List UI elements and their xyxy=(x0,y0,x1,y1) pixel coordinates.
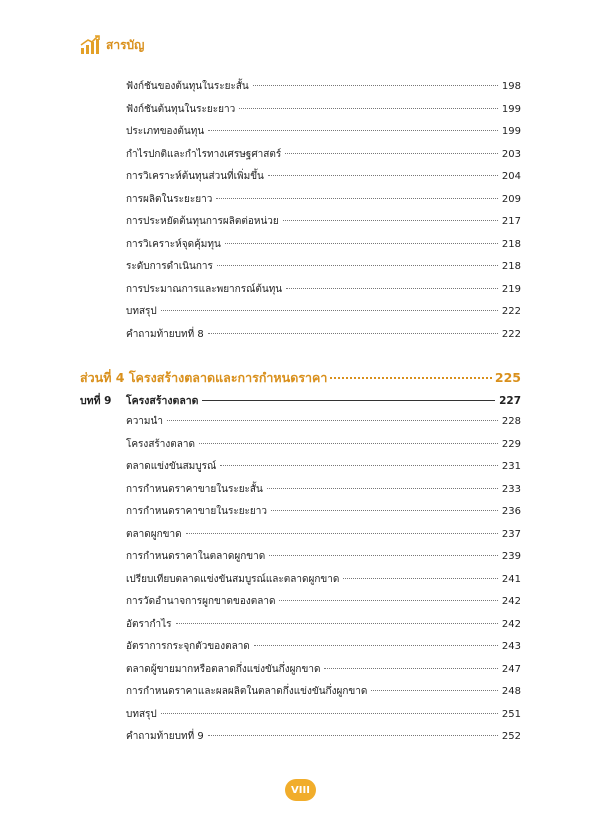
toc-entry-title: เปรียบเทียบตลาดแข่งขันสมบูรณ์และตลาดผูกขาด xyxy=(126,573,340,585)
leader-dots xyxy=(279,600,497,601)
toc-entry-title: คำถามท้ายบทที่ 8 xyxy=(126,328,204,340)
toc-entry[interactable] xyxy=(126,685,521,699)
toc-entry[interactable] xyxy=(126,640,521,654)
toc-entry[interactable] xyxy=(126,595,521,609)
toc-entry-page: 229 xyxy=(501,438,521,450)
toc-entry-title: ตลาดแข่งขันสมบูรณ์ xyxy=(126,461,217,472)
leader-dots xyxy=(371,690,498,691)
toc-entry-page: 199 xyxy=(501,103,521,115)
toc-entry-title: การประมาณการและพยากรณ์ต้นทุน xyxy=(126,283,283,295)
toc-entry[interactable] xyxy=(126,708,521,722)
toc-entry-page: 218 xyxy=(501,238,521,250)
leader-dots xyxy=(225,243,498,244)
toc-entry[interactable] xyxy=(126,550,521,564)
part-page: 225 xyxy=(494,370,521,385)
toc-entry-title: บทสรุป xyxy=(126,306,157,317)
toc-entry-title: ฟังก์ชันต้นทุนในระยะยาว xyxy=(126,103,236,115)
toc-entry[interactable] xyxy=(126,528,521,542)
toc-entry[interactable] xyxy=(126,460,521,474)
toc-entry[interactable] xyxy=(126,283,521,297)
toc-entry-title: การผลิตในระยะยาว xyxy=(126,193,213,205)
toc-entry-page: 248 xyxy=(501,686,521,697)
toc-entry[interactable] xyxy=(126,328,521,342)
toc-entry-title: ความนำ xyxy=(126,416,163,427)
toc-entry[interactable] xyxy=(126,193,521,207)
toc-entry-title: การกำหนดราคาขายในระยะยาว xyxy=(126,506,268,517)
leader-dots xyxy=(167,420,498,421)
toc-part-heading[interactable] xyxy=(80,370,521,386)
toc-entry-title: การกำหนดราคาและผลผลิตในตลาดกึ่งแข่งขันกึ่งผูกขาด xyxy=(126,686,368,697)
toc-entry-title: ตลาดผูกขาด xyxy=(126,528,182,540)
toc-entry-page: 243 xyxy=(501,641,521,652)
leader-dots xyxy=(217,265,498,266)
leader-dots xyxy=(268,175,498,176)
leader-dots xyxy=(330,377,491,379)
toc-entry-title: กำไรปกติและกำไรทางเศรษฐศาสตร์ xyxy=(126,148,282,160)
leader-dots xyxy=(161,310,498,311)
toc-entry-page: 236 xyxy=(501,506,521,517)
toc-entry[interactable] xyxy=(126,505,521,519)
toc-entry-page: 219 xyxy=(501,283,521,295)
leader-dots xyxy=(220,465,498,466)
toc-entry-page: 209 xyxy=(501,193,521,205)
toc-entry[interactable] xyxy=(126,238,521,252)
toc-entry-title: ประเภทของต้นทุน xyxy=(126,126,205,137)
bar-chart-growth-icon xyxy=(80,35,100,55)
toc-entry[interactable] xyxy=(126,215,521,229)
page-title: สารบัญ xyxy=(106,37,145,52)
leader-dots xyxy=(283,220,498,221)
leader-dots xyxy=(271,510,498,511)
toc-entry-page: 233 xyxy=(501,483,521,495)
toc-entry-page: 204 xyxy=(501,171,521,182)
page-header xyxy=(80,34,144,56)
toc-entry[interactable] xyxy=(126,415,521,429)
leader-dots xyxy=(285,153,498,154)
toc-entry-title: โครงสร้างตลาด xyxy=(126,438,196,450)
toc-entry-page: 218 xyxy=(501,261,521,272)
leader-dots xyxy=(176,623,498,624)
leader-dots xyxy=(343,578,498,579)
leader-dots xyxy=(253,85,498,86)
toc-entry[interactable] xyxy=(126,260,521,274)
toc-entry-page: 242 xyxy=(501,618,521,630)
chapter-page: 227 xyxy=(499,395,521,407)
toc-entry[interactable] xyxy=(126,618,521,632)
toc-entry-title: การประหยัดต้นทุนการผลิตต่อหน่วย xyxy=(126,216,279,227)
toc-entry-page: 241 xyxy=(501,573,521,585)
toc-entry[interactable] xyxy=(126,663,521,677)
leader-dots xyxy=(199,443,498,444)
leader-dots xyxy=(267,488,498,489)
toc-entry[interactable] xyxy=(126,125,521,139)
toc-entry-page: 231 xyxy=(501,461,521,472)
toc-entry-page: 251 xyxy=(501,708,521,720)
toc-entry-title: ตลาดผู้ขายมากหรือตลาดกึ่งแข่งขันกึ่งผูกขาด xyxy=(126,663,321,675)
toc-entry-title: การกำหนดราคาในตลาดผูกขาด xyxy=(126,551,266,562)
toc-entry-title: อัตรากำไร xyxy=(126,618,172,630)
toc-entry[interactable] xyxy=(126,80,521,94)
toc-entry-title: บทสรุป xyxy=(126,708,157,720)
leader-dots xyxy=(208,333,498,334)
toc-entry-title: การวัดอำนาจการผูกขาดของตลาด xyxy=(126,596,276,607)
toc-entry[interactable] xyxy=(126,438,521,452)
toc-entry-title: การวิเคราะห์จุดคุ้มทุน xyxy=(126,238,221,250)
toc-entry-page: 222 xyxy=(501,328,521,340)
leader-dots xyxy=(239,108,498,109)
leader-dots xyxy=(286,288,498,289)
toc-entry-title: การกำหนดราคาขายในระยะสั้น xyxy=(126,483,263,495)
toc-entry-title: คำถามท้ายบทที่ 9 xyxy=(126,731,204,742)
leader-dots xyxy=(208,735,498,736)
leader-dots xyxy=(269,555,498,556)
toc-chapter-heading[interactable] xyxy=(80,394,521,408)
toc-entry[interactable] xyxy=(126,305,521,319)
toc-entry-page: 203 xyxy=(501,148,521,160)
toc-entry-page: 199 xyxy=(501,126,521,137)
leader-line xyxy=(202,400,495,401)
toc-entry[interactable] xyxy=(126,483,521,497)
toc-entry-title: อัตราการกระจุกตัวของตลาด xyxy=(126,641,250,652)
toc-entry[interactable] xyxy=(126,730,521,744)
toc-entry-page: 242 xyxy=(501,596,521,607)
part-title: ส่วนที่ 4 โครงสร้างตลาดและการกำหนดราคา xyxy=(80,370,328,385)
chapter-title: โครงสร้างตลาด xyxy=(126,395,199,407)
toc-entry-title: การวิเคราะห์ต้นทุนส่วนที่เพิ่มขึ้น xyxy=(126,171,264,182)
chapter-label: บทที่ 9 xyxy=(80,395,112,407)
leader-dots xyxy=(186,533,498,534)
leader-dots xyxy=(161,713,498,714)
toc-entry-page: 217 xyxy=(501,216,521,227)
toc-entry-page: 222 xyxy=(501,306,521,317)
toc-entry-page: 237 xyxy=(501,528,521,540)
toc-entry-title: ฟังก์ชันของต้นทุนในระยะสั้น xyxy=(126,81,249,92)
toc-entry-page: 228 xyxy=(501,416,521,427)
leader-dots xyxy=(324,668,497,669)
leader-dots xyxy=(208,130,498,131)
toc-entry-page: 239 xyxy=(501,551,521,562)
toc-entry-page: 252 xyxy=(501,731,521,742)
page-number-badge: VIII xyxy=(285,779,316,801)
leader-dots xyxy=(216,198,498,199)
toc-entry[interactable] xyxy=(126,573,521,587)
toc-entry[interactable] xyxy=(126,148,521,162)
toc-entry-page: 198 xyxy=(501,81,521,92)
toc-entry[interactable] xyxy=(126,103,521,117)
toc-entry-page: 247 xyxy=(501,663,521,675)
toc-entry-title: ระดับการดำเนินการ xyxy=(126,261,213,272)
leader-dots xyxy=(254,645,498,646)
toc-entry[interactable] xyxy=(126,170,521,184)
